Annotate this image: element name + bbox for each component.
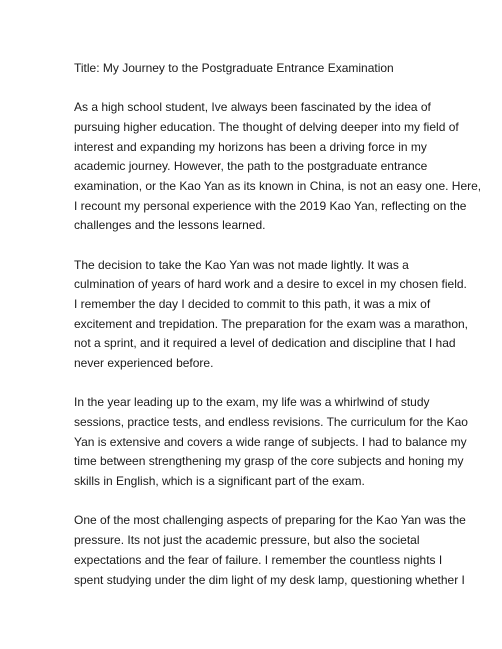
paragraph-gap <box>74 79 458 99</box>
text-line: pressure. Its not just the academic pressure, but also the societal <box>74 533 420 548</box>
text-line: I remember the day I decided to commit to this path, it was a mix of <box>74 297 431 312</box>
document-body <box>74 59 482 590</box>
text-line: not a sprint, and it required a level of dedication and discipline that I had <box>74 336 456 351</box>
paragraph-1 <box>74 98 482 236</box>
text-line: One of the most challenging aspects of preparing for the Kao Yan was the <box>74 513 466 528</box>
paragraph-2 <box>74 256 469 374</box>
text-line: time between strengthening my grasp of the core subjects and honing my <box>74 454 464 469</box>
text-line: Yan is extensive and covers a wide range of subjects. I had to balance my <box>74 434 467 449</box>
paragraph-3 <box>74 393 468 491</box>
text-line: In the year leading up to the exam, my life was a whirlwind of study <box>74 395 430 410</box>
text-line: expectations and the fear of failure. I remember the countless nights I <box>74 552 443 567</box>
text-line: spent studying under the dim light of my desk lamp, questioning whether I <box>74 572 465 587</box>
text-line: excitement and trepidation. The preparation for the exam was a marathon, <box>74 316 469 331</box>
text-line: pursuing higher education. The thought of delving deeper into my field of <box>74 119 459 134</box>
paragraph-4 <box>74 511 466 590</box>
text-line: As a high school student, Ive always been fascinated by the idea of <box>74 100 431 115</box>
text-line: never experienced before. <box>74 356 214 371</box>
text-line: sessions, practice tests, and endless revisions. The curriculum for the Kao <box>74 415 468 430</box>
paragraph-gap <box>74 492 458 512</box>
document-title: Title: My Journey to the Postgraduate Entrance Examination <box>74 61 394 75</box>
paragraph-gap <box>74 236 458 256</box>
text-line: academic journey. However, the path to the postgraduate entrance <box>74 159 428 174</box>
paragraph-gap <box>74 374 458 394</box>
text-line: examination, or the Kao Yan as its known in China, is not an easy one. Here, <box>74 179 482 194</box>
text-line: culmination of years of hard work and a desire to excel in my chosen field. <box>74 277 467 292</box>
text-line: challenges and the lessons learned. <box>74 218 266 233</box>
text-line: The decision to take the Kao Yan was not made lightly. It was a <box>74 257 409 272</box>
text-line: I recount my personal experience with the 2019 Kao Yan, reflecting on the <box>74 198 467 213</box>
text-line: interest and expanding my horizons has been a driving force in my <box>74 139 427 154</box>
text-line: skills in English, which is a significant part of the exam. <box>74 474 365 489</box>
